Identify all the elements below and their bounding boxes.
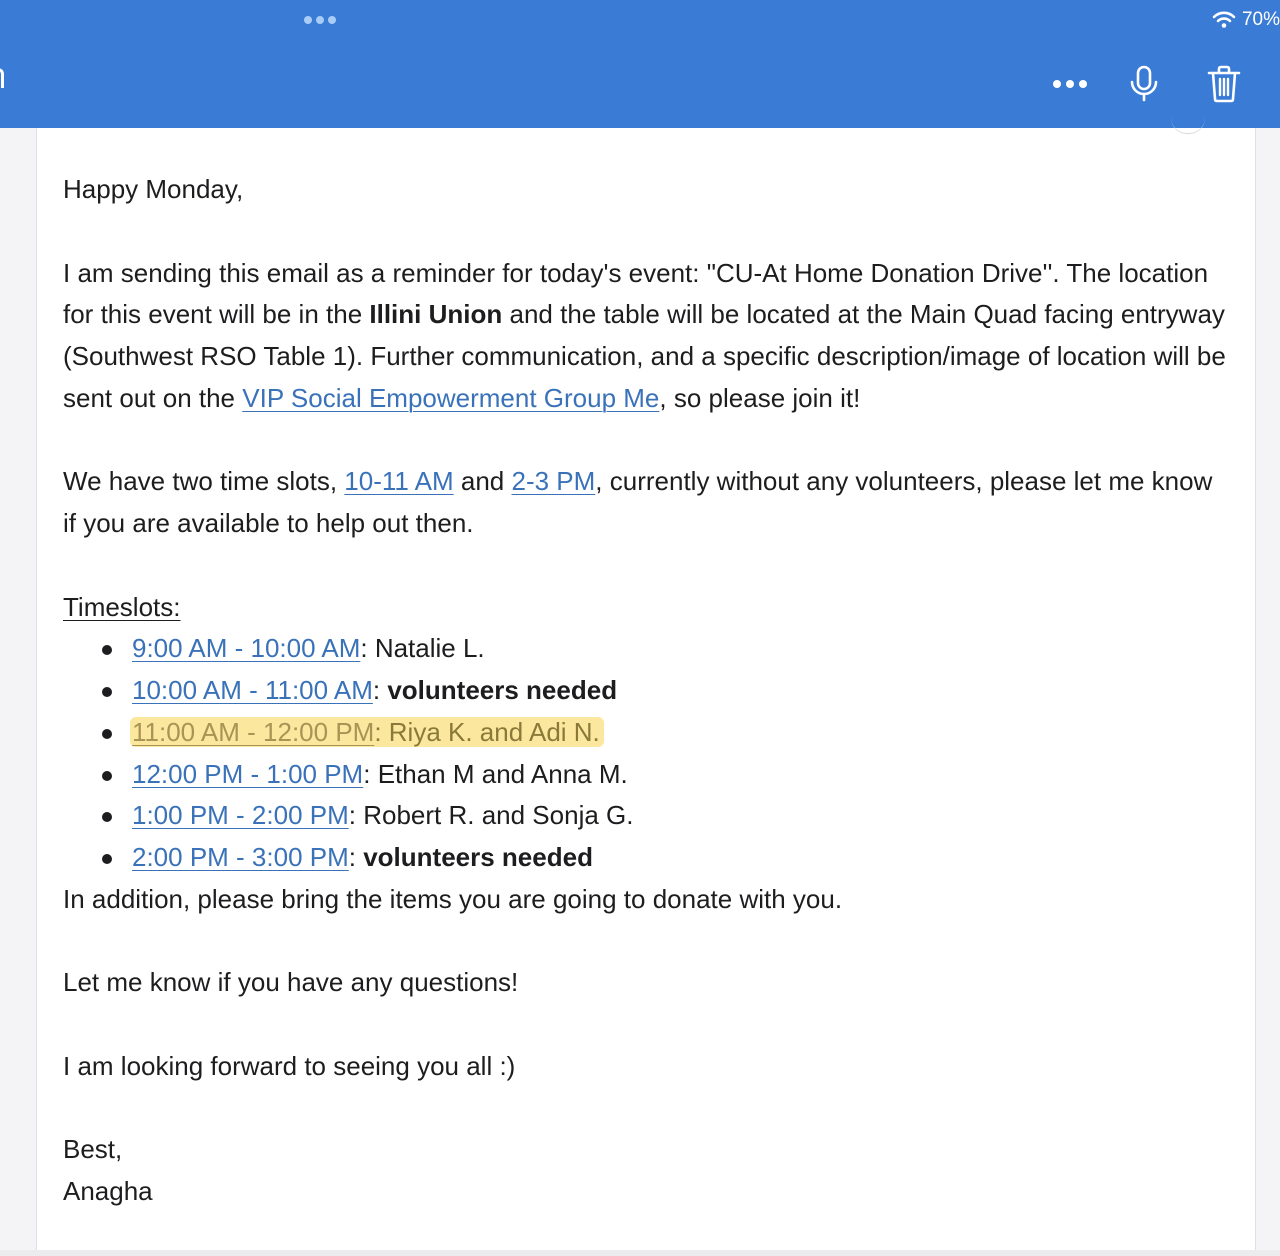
list-item: 2:00 PM - 3:00 PM: volunteers needed — [63, 837, 1228, 879]
list-item: 12:00 PM - 1:00 PM: Ethan M and Anna M. — [63, 754, 1228, 796]
back-chevron-icon[interactable] — [0, 68, 4, 88]
time-link-2-3[interactable]: 2-3 PM — [511, 466, 596, 497]
list-item — [63, 712, 1228, 754]
list-item: 9:00 AM - 10:00 AM: Natalie L. — [63, 628, 1228, 670]
dictation-button[interactable] — [1122, 62, 1166, 106]
location-name: Illini Union — [369, 299, 503, 330]
app-header-bar — [0, 0, 1280, 128]
email-body — [63, 169, 1228, 1213]
timeslot-link[interactable]: 12:00 PM - 1:00 PM — [132, 758, 364, 789]
wifi-icon — [1212, 11, 1236, 29]
timeslot-link[interactable]: 9:00 AM - 10:00 AM — [132, 633, 361, 664]
trash-icon — [1207, 65, 1241, 103]
microphone-icon — [1129, 65, 1159, 103]
list-item: 10:00 AM - 11:00 AM: volunteers needed — [63, 670, 1228, 712]
closing-line: I am looking forward to seeing you all :) — [63, 1050, 516, 1081]
volunteer-names: Riya K. and Adi N. — [388, 716, 600, 747]
list-item: 1:00 PM - 2:00 PM: Robert R. and Sonja G. — [63, 795, 1228, 837]
status-bar — [1212, 9, 1280, 31]
timeslot-link[interactable]: 11:00 AM - 12:00 PM — [132, 716, 375, 747]
signoff: Best, — [63, 1134, 123, 1165]
signature: Anagha — [63, 1176, 153, 1206]
timeslot-link[interactable]: 10:00 AM - 11:00 AM — [132, 675, 373, 705]
timeslot-link[interactable]: 2:00 PM - 3:00 PM — [132, 842, 349, 872]
email-toolbar — [1040, 62, 1280, 106]
volunteer-names: volunteers needed — [387, 675, 618, 705]
volunteer-names: Robert R. and Sonja G. — [363, 800, 634, 831]
groupme-link[interactable]: VIP Social Empowerment Group Me — [242, 382, 660, 413]
timeslots-heading: Timeslots: — [63, 591, 181, 622]
battery-percentage: 70% — [1241, 9, 1280, 30]
greeting: Happy Monday, — [63, 174, 244, 204]
highlighted-slot: 11:00 AM - 12:00 PM: Riya K. and Adi N. — [130, 717, 604, 747]
volunteer-names: Natalie L. — [374, 633, 485, 664]
more-horizontal-icon — [1053, 80, 1087, 88]
timeslot-link[interactable]: 1:00 PM - 2:00 PM — [132, 800, 349, 831]
volunteer-names: Ethan M and Anna M. — [377, 758, 628, 789]
delete-button[interactable] — [1202, 62, 1246, 106]
volunteer-names: volunteers needed — [363, 842, 593, 872]
more-options-button[interactable] — [1040, 62, 1100, 106]
multitasking-dots-icon[interactable] — [304, 16, 336, 24]
questions-note: Let me know if you have any questions! — [63, 967, 519, 998]
addition-note: In addition, please bring the items you are going to donate with you. — [63, 883, 843, 914]
timeslot-list — [63, 628, 1228, 879]
reminder-paragraph: I am sending this email as a reminder for today's event: "CU-At Home Donation Drive''. The location for this event will be in the Illini Union and the table will be located at the Main Quad facing entryway (Southwest RSO Table 1). Further communication, and a specific description/image of location will be sent out on the VIP Social Empowerment Group Me, so please join it! — [63, 257, 1226, 413]
card-bottom-edge — [0, 1250, 1280, 1256]
time-link-10-11[interactable]: 10-11 AM — [344, 466, 454, 497]
time-slots-paragraph: We have two time slots, 10-11 AM and 2-3 PM, currently without any volunteers, please let me know if you are available to help out then. — [63, 466, 1213, 538]
card-divider — [1171, 118, 1205, 134]
